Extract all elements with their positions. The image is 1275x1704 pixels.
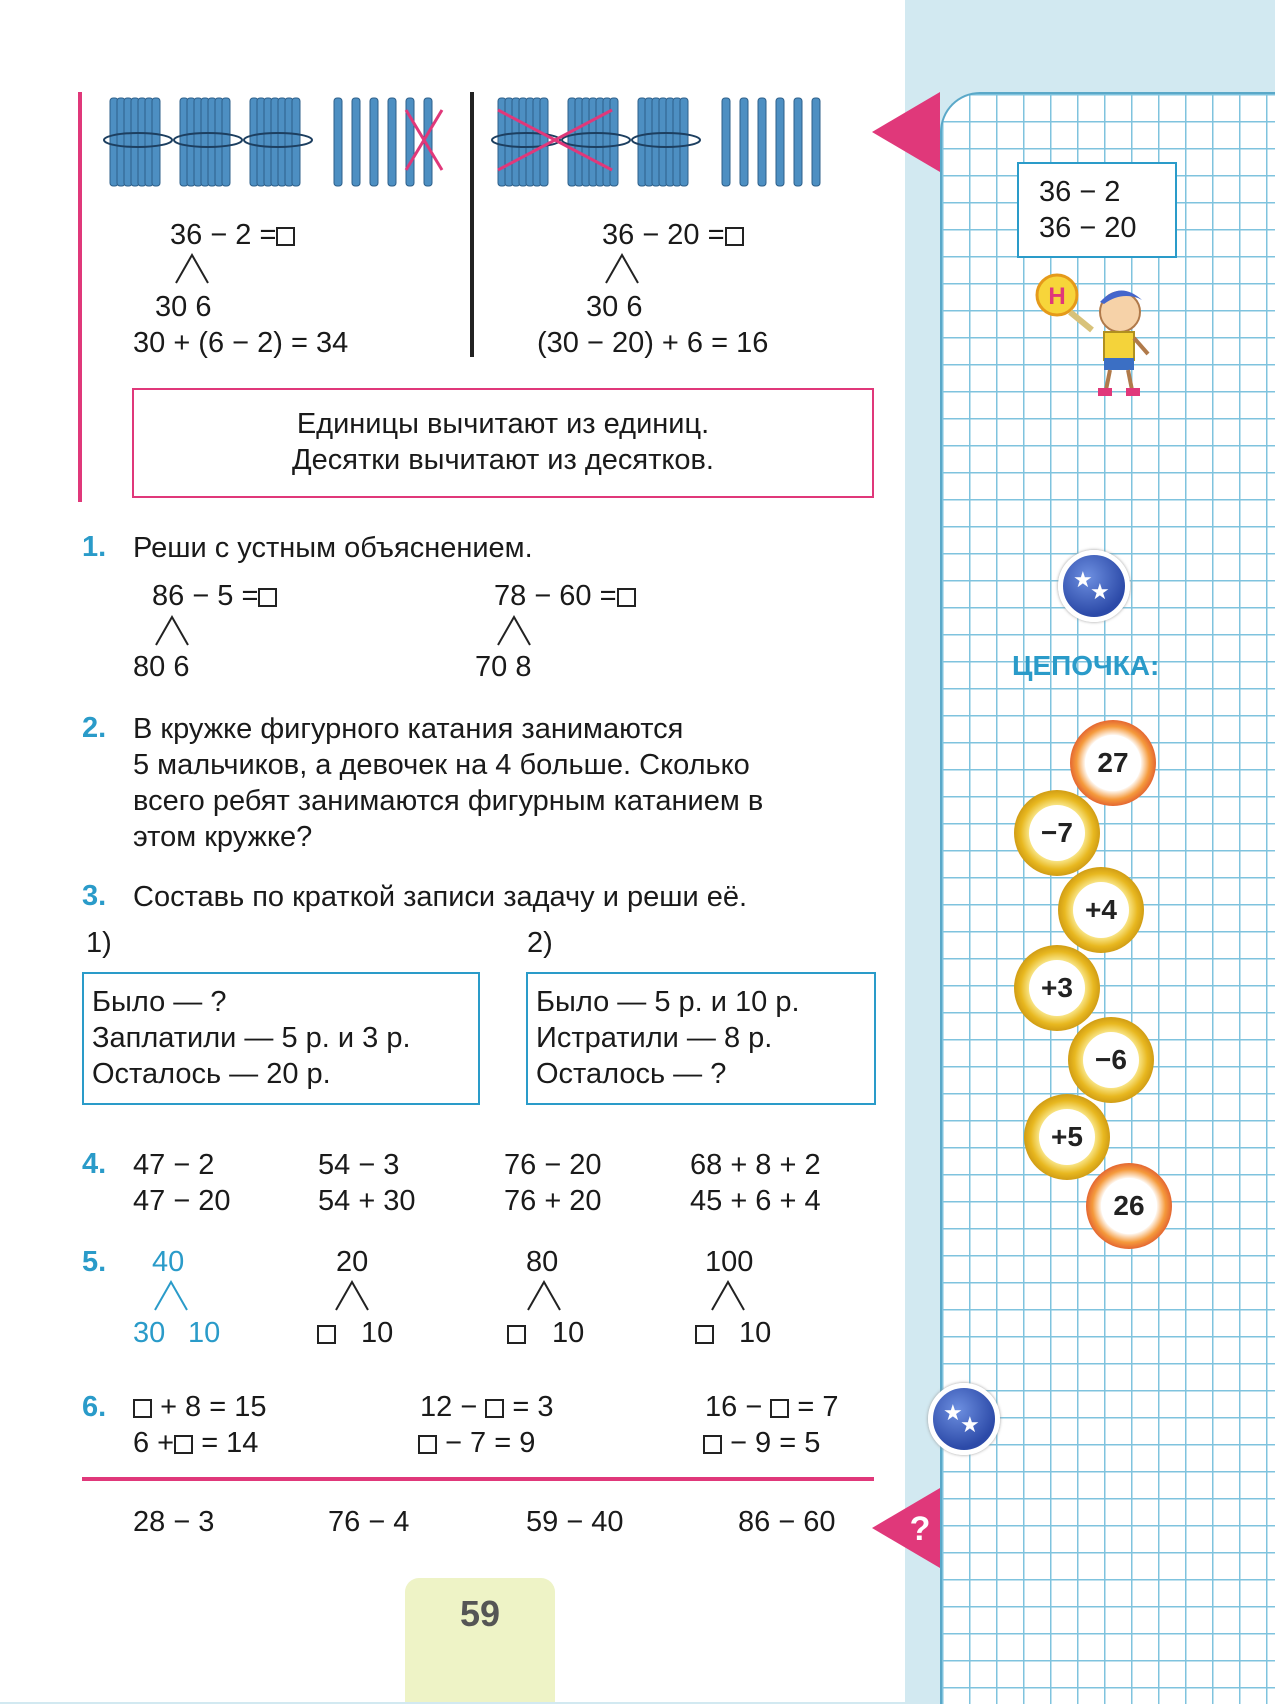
- task1-text: Реши с устным объяснением.: [133, 532, 533, 564]
- task4-expr: 54 − 3: [318, 1149, 400, 1181]
- review-expr: 76 − 4: [328, 1506, 410, 1538]
- boy-character-icon: [1030, 270, 1160, 400]
- example-right-solution: (30 − 20) + 6 = 16: [537, 327, 769, 359]
- task3-label2: 2): [527, 927, 553, 959]
- decomposition-lines: [151, 1280, 191, 1312]
- task5-top: 20: [336, 1246, 369, 1278]
- rod: [776, 98, 784, 186]
- task4-expr: 45 + 6 + 4: [690, 1185, 821, 1217]
- question-marker: [872, 1488, 940, 1568]
- chain-value: +5: [1039, 1109, 1095, 1165]
- example-right-parts: 30 6: [586, 291, 643, 323]
- record-line: Было — 5 р. и 10 р.: [536, 986, 800, 1018]
- task2-line2: 5 мальчиков, а девочек на 4 больше. Сколько: [133, 749, 750, 781]
- task6-eq: − 7 = 9: [418, 1425, 535, 1461]
- record-line: Заплатили — 5 р. и 3 р.: [92, 1022, 411, 1054]
- sidebar-box-line2: 36 − 20: [1039, 212, 1137, 244]
- rod: [722, 98, 730, 186]
- task4-expr: 47 − 2: [133, 1149, 215, 1181]
- answer-box: [695, 1325, 714, 1344]
- chain-value: +4: [1073, 882, 1129, 938]
- rod: [370, 98, 378, 186]
- page-number: 59: [405, 1578, 555, 1702]
- chain-step-coin: [1014, 945, 1100, 1031]
- sidebar-example-box: [1017, 162, 1177, 258]
- task4-expr: 76 + 20: [504, 1185, 602, 1217]
- task6-eq: − 9 = 5: [703, 1425, 820, 1461]
- sidebar-box-line1: 36 − 2: [1039, 176, 1121, 208]
- task4-expr: 47 − 20: [133, 1185, 231, 1217]
- answer-box: [317, 1325, 336, 1344]
- task4-expr: 54 + 30: [318, 1185, 416, 1217]
- chain-value: +3: [1029, 960, 1085, 1016]
- rod: [352, 98, 360, 186]
- short-record-box-1: [82, 972, 480, 1105]
- answer-box: [507, 1325, 526, 1344]
- decomposition-lines: [332, 1280, 372, 1312]
- task2-line3: всего ребят занимаются фигурным катанием в: [133, 785, 764, 817]
- chain-step-coin: [1058, 867, 1144, 953]
- decomposition-lines: [494, 615, 534, 647]
- task1-b-expr: 78 − 60 =: [494, 578, 636, 614]
- example-left-solution: 30 + (6 − 2) = 34: [133, 327, 349, 359]
- task5-blank: [317, 1315, 336, 1351]
- task5-right: 10: [552, 1317, 585, 1349]
- task5-top: 80: [526, 1246, 559, 1278]
- rod: [292, 98, 300, 186]
- rod: [740, 98, 748, 186]
- record-line: Истратили — 8 р.: [536, 1022, 773, 1054]
- decomposition-lines: [152, 615, 192, 647]
- rod: [540, 98, 548, 186]
- task3-label1: 1): [86, 927, 112, 959]
- task6-eq: 6 + = 14: [133, 1427, 259, 1459]
- task2-line4: этом кружке?: [133, 821, 313, 853]
- hero-letter: Н: [1048, 283, 1066, 310]
- task6-eq: + 8 = 15: [133, 1389, 267, 1425]
- task5-left: 30: [133, 1317, 166, 1349]
- chain-value: 27: [1085, 735, 1141, 791]
- pink-marker-top: [872, 92, 940, 172]
- task4-expr: 76 − 20: [504, 1149, 602, 1181]
- chain-step-coin: [1068, 1017, 1154, 1103]
- task1-b-parts: 70 8: [475, 651, 532, 683]
- star-badge-icon: ★ ★: [928, 1383, 1000, 1455]
- decomposition-lines: [708, 1280, 748, 1312]
- task5-right: 10: [361, 1317, 394, 1349]
- task6-eq: 16 − = 7: [705, 1391, 839, 1423]
- section-rule: [78, 92, 82, 502]
- record-line: Осталось — ?: [536, 1058, 727, 1090]
- task5-blank: [507, 1315, 526, 1351]
- task6-eq: 12 − = 3: [420, 1391, 554, 1423]
- example-right-expr: 36 − 20 =: [602, 217, 744, 253]
- chain-end-coin: [1086, 1163, 1172, 1249]
- rod: [334, 98, 342, 186]
- example-left-expr: 36 − 2 =: [170, 217, 295, 253]
- decomposition-lines: [524, 1280, 564, 1312]
- chain-step-coin: [1014, 790, 1100, 876]
- task-number: 6.: [82, 1391, 107, 1423]
- rule-box: [132, 388, 874, 498]
- counting-rods-illustration: [100, 90, 860, 190]
- decomposition-lines: [172, 253, 212, 285]
- chain-value: −6: [1083, 1032, 1139, 1088]
- task-number: 3.: [82, 880, 107, 912]
- task-number: 1.: [82, 531, 107, 563]
- rule-line2: Десятки вычитают из десятков.: [292, 444, 714, 476]
- short-record-box-2: [526, 972, 876, 1105]
- bottom-rule: [82, 1477, 874, 1481]
- chain-value: −7: [1029, 805, 1085, 861]
- rod: [152, 98, 160, 186]
- review-expr: 28 − 3: [133, 1506, 215, 1538]
- rod: [794, 98, 802, 186]
- record-line: Было — ?: [92, 986, 227, 1018]
- task5-right: 10: [188, 1317, 221, 1349]
- chain-start-coin: [1070, 720, 1156, 806]
- task4-expr: 68 + 8 + 2: [690, 1149, 821, 1181]
- chain-step-coin: [1024, 1094, 1110, 1180]
- task1-a-parts: 80 6: [133, 651, 190, 683]
- task-number: 2.: [82, 712, 107, 744]
- task-number: 4.: [82, 1148, 107, 1180]
- star-badge-icon: ★ ★: [1058, 550, 1130, 622]
- rod: [812, 98, 820, 186]
- example-left-parts: 30 6: [155, 291, 212, 323]
- task5-right: 10: [739, 1317, 772, 1349]
- chain-title: ЦЕПОЧКА:: [1012, 650, 1160, 681]
- task5-top: 100: [705, 1246, 754, 1278]
- task3-text: Составь по краткой записи задачу и реши её.: [133, 881, 748, 913]
- decomposition-lines: [602, 253, 642, 285]
- task2-line1: В кружке фигурного катания занимаются: [133, 713, 684, 745]
- task5-top: 40: [152, 1246, 185, 1278]
- rod: [222, 98, 230, 186]
- rod: [758, 98, 766, 186]
- chain-value: 26: [1101, 1178, 1157, 1234]
- rod: [388, 98, 396, 186]
- review-expr: 59 − 40: [526, 1506, 624, 1538]
- task5-blank: [695, 1315, 714, 1351]
- task-number: 5.: [82, 1246, 107, 1278]
- record-line: Осталось — 20 р.: [92, 1058, 331, 1090]
- rod: [680, 98, 688, 186]
- task1-a-expr: 86 − 5 =: [152, 578, 277, 614]
- review-expr: 86 − 60: [738, 1506, 836, 1538]
- question-mark: ?: [909, 1510, 931, 1548]
- rule-line1: Единицы вычитают из единиц.: [296, 408, 710, 440]
